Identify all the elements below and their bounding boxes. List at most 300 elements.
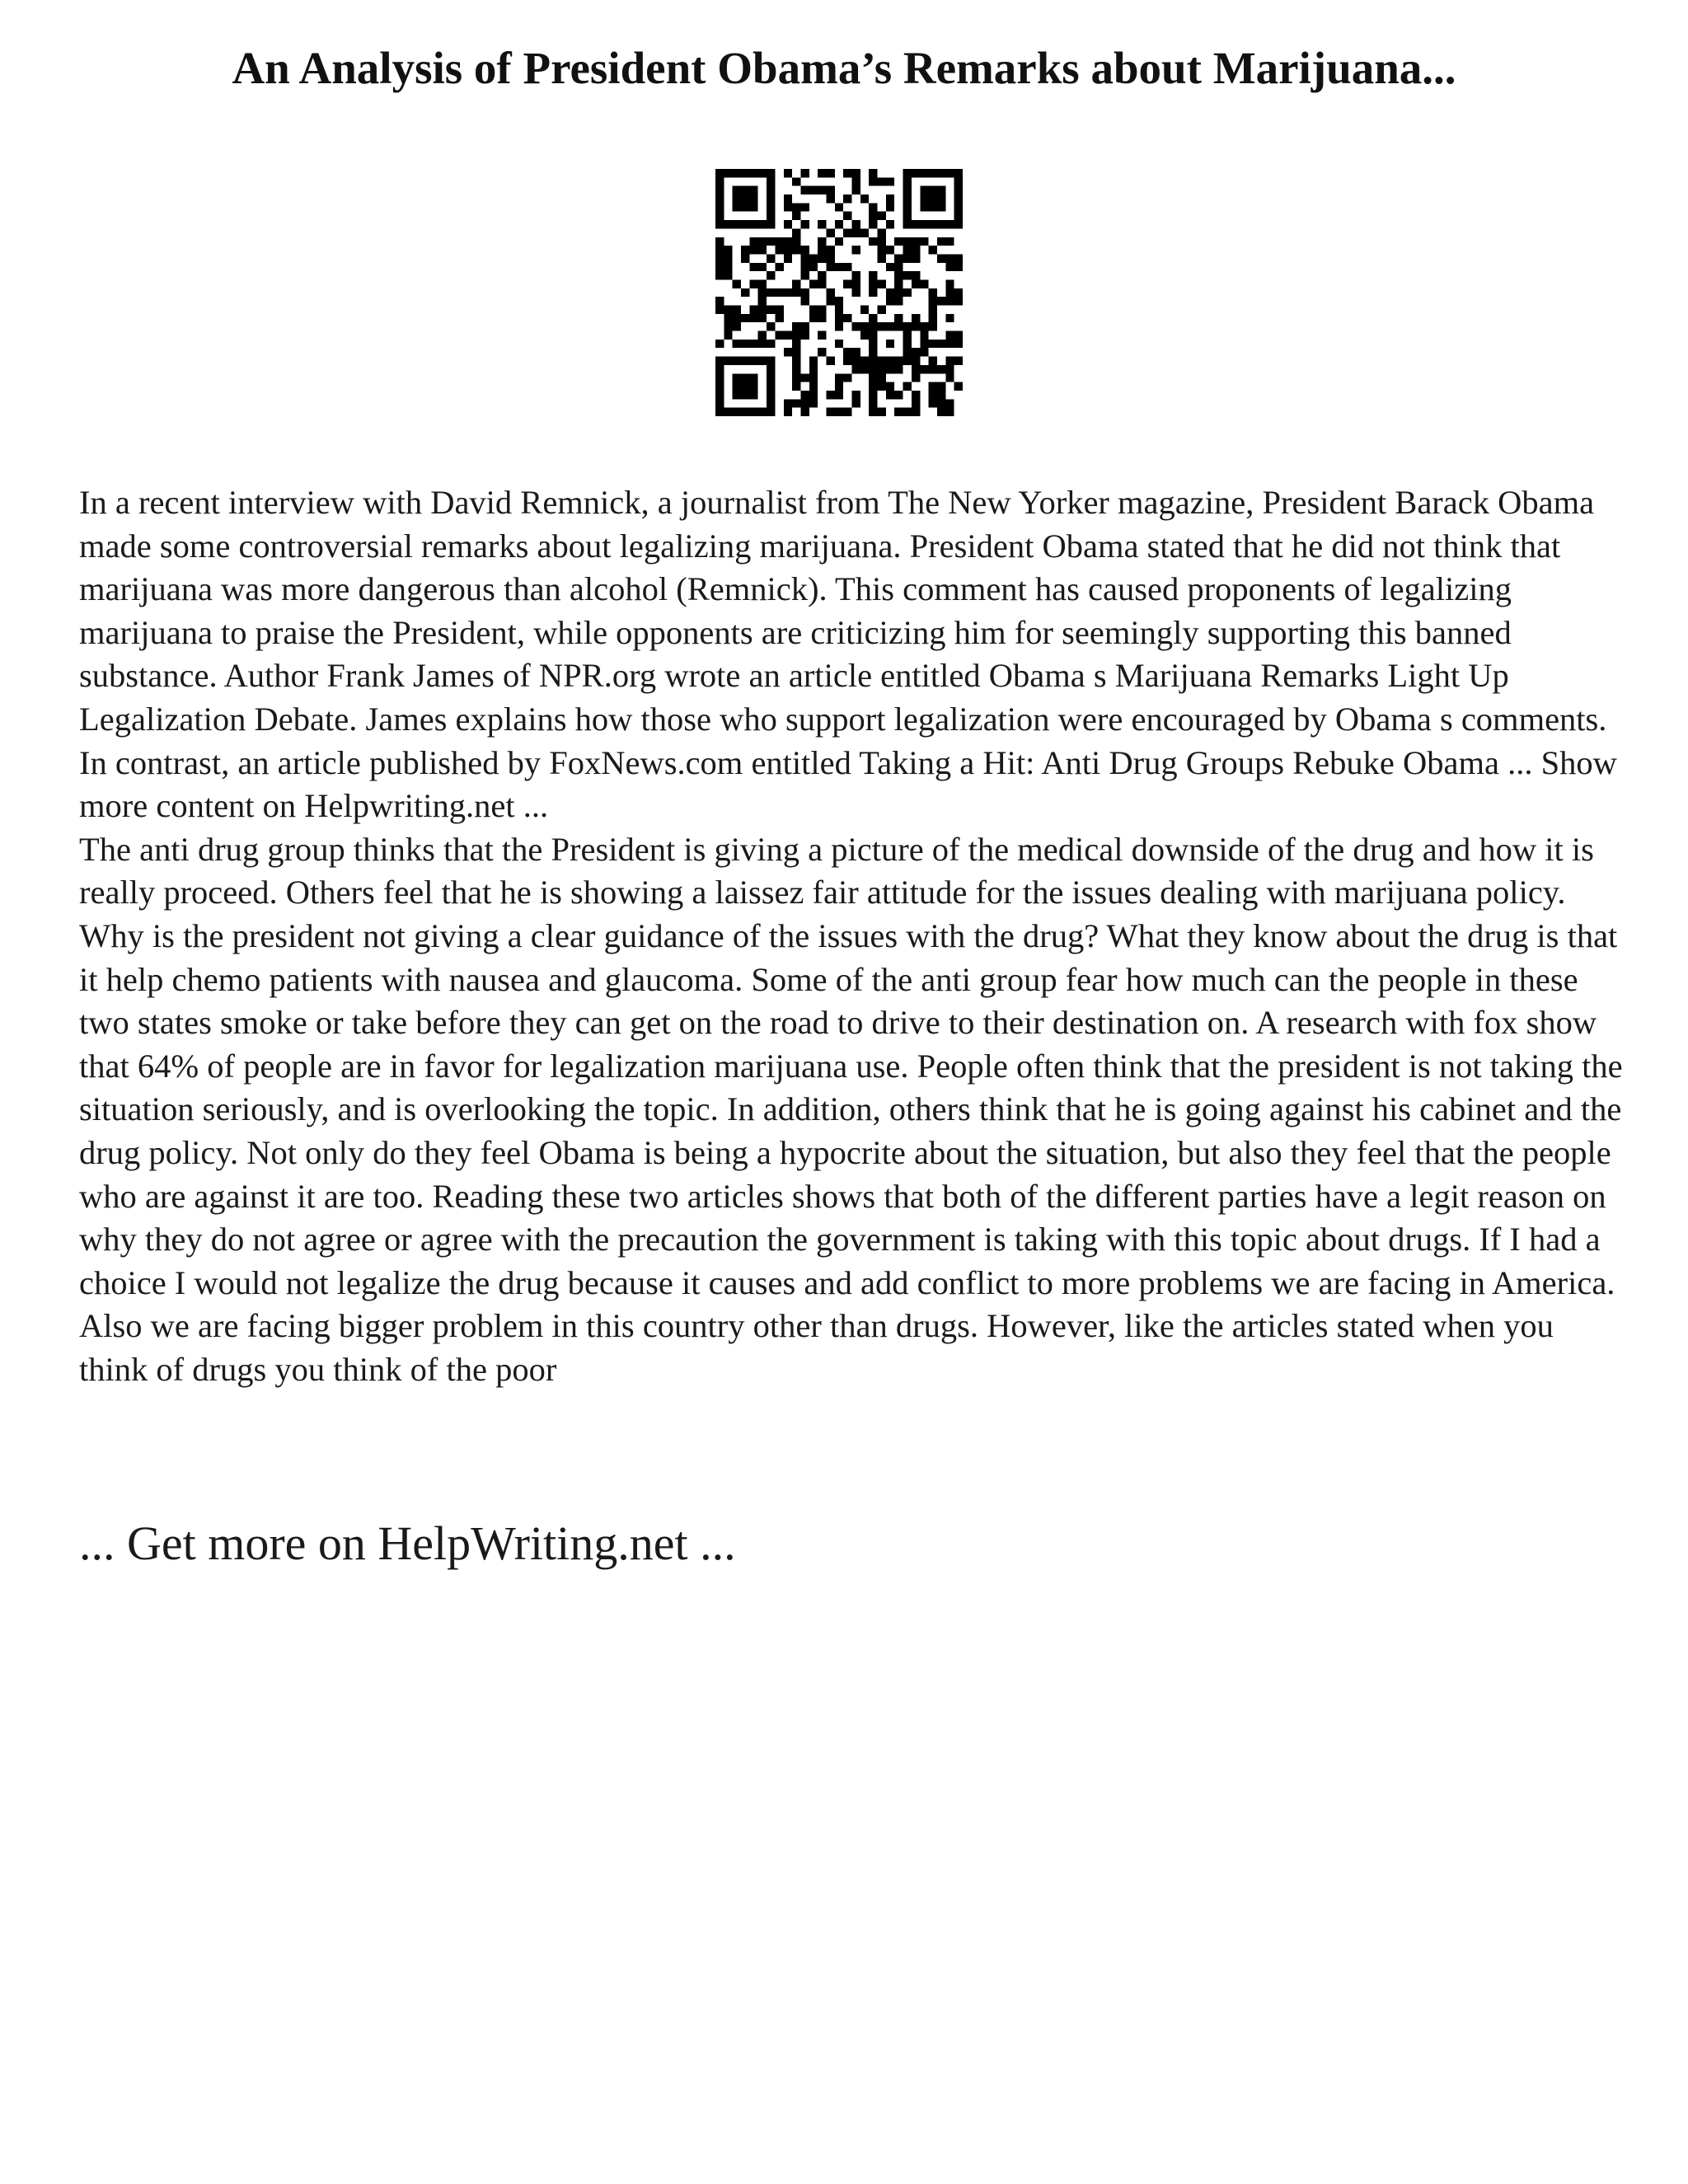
- qr-module: [715, 186, 724, 194]
- qr-module: [724, 331, 732, 340]
- qr-module: [792, 279, 800, 288]
- qr-code-icon[interactable]: [715, 169, 963, 416]
- qr-module: [733, 306, 741, 314]
- qr-module: [954, 263, 963, 271]
- qr-module: [894, 254, 903, 262]
- qr-module: [758, 297, 767, 305]
- qr-module: [929, 382, 937, 391]
- qr-module: [843, 194, 851, 203]
- qr-module: [733, 408, 741, 416]
- qr-module: [869, 373, 877, 382]
- qr-module: [749, 382, 757, 391]
- qr-module: [784, 408, 792, 416]
- qr-module: [835, 237, 843, 246]
- qr-module: [715, 194, 724, 203]
- qr-module: [878, 246, 886, 254]
- qr-module: [920, 186, 928, 194]
- qr-module: [826, 194, 834, 203]
- qr-module: [878, 357, 886, 365]
- qr-module: [784, 246, 792, 254]
- qr-module: [741, 220, 749, 228]
- qr-module: [945, 220, 954, 228]
- qr-module: [826, 357, 834, 365]
- qr-module: [945, 237, 954, 246]
- qr-module: [860, 357, 869, 365]
- qr-module: [869, 169, 877, 177]
- qr-module: [878, 212, 886, 220]
- qr-module: [809, 399, 818, 407]
- qr-module: [767, 194, 775, 203]
- qr-module: [912, 271, 920, 279]
- qr-module: [894, 357, 903, 365]
- qr-module: [886, 340, 894, 348]
- qr-module: [945, 399, 954, 407]
- qr-module: [878, 373, 886, 382]
- qr-module: [749, 263, 757, 271]
- qr-module: [886, 246, 894, 254]
- qr-module: [920, 279, 928, 288]
- qr-module: [852, 177, 860, 185]
- qr-module: [792, 212, 800, 220]
- qr-module: [809, 373, 818, 382]
- qr-module: [809, 314, 818, 322]
- qr-module: [800, 399, 809, 407]
- qr-module: [767, 322, 775, 330]
- qr-module: [741, 203, 749, 211]
- qr-module: [920, 194, 928, 203]
- qr-module: [826, 263, 834, 271]
- qr-module: [954, 382, 963, 391]
- qr-module: [749, 373, 757, 382]
- article-body: [79, 481, 1629, 1391]
- qr-module: [818, 331, 826, 340]
- qr-module: [775, 237, 783, 246]
- qr-module: [715, 237, 724, 246]
- qr-module: [929, 365, 937, 373]
- qr-module: [800, 391, 809, 399]
- qr-module: [835, 373, 843, 382]
- qr-module: [733, 322, 741, 330]
- qr-module: [860, 322, 869, 330]
- qr-module: [800, 203, 809, 211]
- qr-module: [724, 246, 732, 254]
- qr-module: [800, 322, 809, 330]
- qr-module: [775, 331, 783, 340]
- qr-module: [912, 254, 920, 262]
- qr-module: [843, 348, 851, 356]
- qr-module: [715, 254, 724, 262]
- qr-module: [929, 391, 937, 399]
- qr-module: [784, 194, 792, 203]
- qr-module: [809, 365, 818, 373]
- qr-module: [724, 263, 732, 271]
- qr-module: [929, 246, 937, 254]
- qr-module: [758, 246, 767, 254]
- qr-module: [758, 169, 767, 177]
- qr-module: [912, 365, 920, 373]
- qr-module: [912, 279, 920, 288]
- qr-module: [937, 340, 945, 348]
- qr-module: [775, 288, 783, 297]
- qr-module: [792, 177, 800, 185]
- qr-module: [767, 186, 775, 194]
- qr-module: [945, 365, 954, 373]
- qr-module: [809, 254, 818, 262]
- qr-module: [724, 220, 732, 228]
- qr-module: [894, 391, 903, 399]
- qr-module: [767, 340, 775, 348]
- qr-module: [715, 263, 724, 271]
- qr-module: [869, 203, 877, 211]
- qr-module: [912, 408, 920, 416]
- qr-module: [843, 373, 851, 382]
- qr-module: [758, 279, 767, 288]
- qr-module: [886, 391, 894, 399]
- qr-module: [767, 365, 775, 373]
- qr-module: [843, 263, 851, 271]
- get-more-link[interactable]: ... Get more on HelpWriting.net ...: [79, 1516, 736, 1570]
- qr-module: [767, 288, 775, 297]
- qr-module: [894, 271, 903, 279]
- qr-module: [767, 382, 775, 391]
- qr-module: [954, 340, 963, 348]
- qr-module: [869, 408, 877, 416]
- qr-module: [826, 391, 834, 399]
- qr-module: [835, 220, 843, 228]
- qr-module: [869, 348, 877, 356]
- qr-module: [937, 297, 945, 305]
- qr-module: [800, 331, 809, 340]
- qr-module: [912, 169, 920, 177]
- qr-module: [912, 237, 920, 246]
- qr-module: [954, 212, 963, 220]
- qr-module: [758, 220, 767, 228]
- qr-module: [775, 306, 783, 314]
- qr-module: [937, 194, 945, 203]
- qr-module: [954, 331, 963, 340]
- qr-module: [741, 254, 749, 262]
- qr-module: [835, 306, 843, 314]
- qr-module: [878, 382, 886, 391]
- qr-module: [869, 271, 877, 279]
- qr-module: [937, 203, 945, 211]
- qr-module: [954, 203, 963, 211]
- qr-module: [903, 169, 912, 177]
- qr-module: [733, 357, 741, 365]
- qr-module: [741, 246, 749, 254]
- qr-module: [818, 186, 826, 194]
- qr-module: [920, 237, 928, 246]
- qr-module: [886, 322, 894, 330]
- qr-module: [869, 177, 877, 185]
- qr-module: [715, 246, 724, 254]
- qr-module: [792, 382, 800, 391]
- qr-module: [843, 357, 851, 365]
- qr-module: [767, 212, 775, 220]
- qr-module: [912, 391, 920, 399]
- qr-module: [724, 322, 732, 330]
- qr-module: [894, 288, 903, 297]
- qr-module: [852, 220, 860, 228]
- qr-module: [724, 271, 732, 279]
- qr-module: [843, 279, 851, 288]
- qr-module: [784, 237, 792, 246]
- qr-module: [826, 246, 834, 254]
- qr-module: [784, 399, 792, 407]
- qr-module: [818, 271, 826, 279]
- qr-module: [945, 314, 954, 322]
- qr-module: [767, 254, 775, 262]
- qr-module: [826, 169, 834, 177]
- qr-module: [758, 314, 767, 322]
- qr-module: [809, 263, 818, 271]
- qr-module: [767, 357, 775, 365]
- qr-module: [826, 297, 834, 305]
- qr-module: [920, 169, 928, 177]
- qr-module: [860, 194, 869, 203]
- qr-module: [724, 169, 732, 177]
- qr-module: [749, 203, 757, 211]
- qr-module: [835, 297, 843, 305]
- qr-module: [903, 254, 912, 262]
- qr-module: [741, 194, 749, 203]
- qr-module: [878, 279, 886, 288]
- qr-module: [818, 306, 826, 314]
- qr-module: [826, 288, 834, 297]
- paragraph-2: The anti drug group thinks that the President is giving a picture of the medical downside of the drug and how it is really proceed. Others feel that he is showing a laissez fair attitude for the issues dealing with marijuana policy. Why is the president not giving a clear guidance of the issues with the drug? What they know about the drug is that it help chemo patients with nausea and glaucoma. Some of the anti group fear how much can the people in these two states smoke or take before they can get on the road to drive to their destination on. A research with fox show that 64% of people are in favor for legalization marijuana use. People often think that the president is not taking the situation seriously, and is overlooking the topic. In addition, others think that he is going against his cabinet and the drug policy. Not only do they feel Obama is being a hypocrite about the situation, but also they feel that the people who are against it are too. Reading these two articles shows that both of the different parties have a legit reason on why they do not agree or agree with the precaution the government is taking with this topic about drugs. If I had a choice I would not legalize the drug because it causes and add conflict to more problems we are facing in America. Also we are facing bigger problem in this country other than drugs. However, like the articles stated when you think of drugs you think of the poor: [79, 830, 1623, 1388]
- qr-module: [869, 322, 877, 330]
- qr-module: [792, 331, 800, 340]
- qr-module: [869, 399, 877, 407]
- qr-module: [749, 391, 757, 399]
- qr-module: [749, 408, 757, 416]
- qr-module: [835, 314, 843, 322]
- qr-module: [903, 322, 912, 330]
- qr-module: [886, 357, 894, 365]
- qr-module: [843, 314, 851, 322]
- qr-module: [818, 169, 826, 177]
- qr-module: [818, 254, 826, 262]
- qr-module: [767, 373, 775, 382]
- qr-module: [792, 203, 800, 211]
- qr-module: [929, 340, 937, 348]
- qr-module: [937, 237, 945, 246]
- qr-module: [715, 373, 724, 382]
- qr-module: [715, 340, 724, 348]
- qr-module: [945, 331, 954, 340]
- qr-module: [920, 340, 928, 348]
- qr-module: [912, 348, 920, 356]
- qr-module: [869, 382, 877, 391]
- qr-module: [920, 203, 928, 211]
- qr-module: [741, 186, 749, 194]
- qr-module: [894, 263, 903, 271]
- qr-module: [715, 220, 724, 228]
- qr-module: [843, 169, 851, 177]
- qr-module: [903, 408, 912, 416]
- qr-module: [860, 331, 869, 340]
- qr-module: [733, 220, 741, 228]
- qr-module: [784, 254, 792, 262]
- qr-module: [929, 220, 937, 228]
- qr-module: [784, 203, 792, 211]
- qr-module: [903, 212, 912, 220]
- qr-module: [878, 228, 886, 237]
- qr-module: [835, 408, 843, 416]
- qr-module: [852, 391, 860, 399]
- qr-module: [886, 263, 894, 271]
- qr-module: [929, 306, 937, 314]
- qr-module: [800, 220, 809, 228]
- qr-module: [920, 331, 928, 340]
- qr-module: [894, 365, 903, 373]
- qr-module: [852, 169, 860, 177]
- qr-module: [826, 228, 834, 237]
- qr-module: [954, 254, 963, 262]
- qr-module: [733, 279, 741, 288]
- qr-module: [937, 391, 945, 399]
- qr-module: [741, 391, 749, 399]
- qr-module: [954, 186, 963, 194]
- qr-module: [878, 408, 886, 416]
- qr-module: [903, 348, 912, 356]
- qr-module: [852, 348, 860, 356]
- qr-module: [792, 373, 800, 382]
- qr-module: [758, 288, 767, 297]
- qr-module: [767, 220, 775, 228]
- qr-module: [800, 297, 809, 305]
- qr-module: [945, 254, 954, 262]
- qr-module: [775, 263, 783, 271]
- qr-module: [767, 203, 775, 211]
- qr-module: [733, 382, 741, 391]
- qr-module: [869, 331, 877, 340]
- qr-module: [937, 382, 945, 391]
- qr-module: [954, 297, 963, 305]
- qr-module: [929, 297, 937, 305]
- qr-module: [852, 365, 860, 373]
- qr-module: [843, 408, 851, 416]
- qr-module: [869, 357, 877, 365]
- qr-module: [749, 237, 757, 246]
- qr-module: [818, 246, 826, 254]
- qr-module: [715, 169, 724, 177]
- qr-module: [886, 297, 894, 305]
- qr-module: [852, 186, 860, 194]
- qr-module: [809, 391, 818, 399]
- qr-module: [912, 399, 920, 407]
- qr-module: [758, 263, 767, 271]
- qr-module: [937, 169, 945, 177]
- qr-module: [758, 357, 767, 365]
- qr-module: [903, 382, 912, 391]
- qr-module: [741, 314, 749, 322]
- qr-module: [792, 322, 800, 330]
- qr-module: [749, 357, 757, 365]
- qr-module: [912, 314, 920, 322]
- qr-module: [937, 186, 945, 194]
- qr-module: [912, 220, 920, 228]
- qr-module: [894, 408, 903, 416]
- qr-module: [818, 237, 826, 246]
- qr-module: [852, 246, 860, 254]
- qr-module: [886, 220, 894, 228]
- qr-module: [749, 194, 757, 203]
- qr-module: [894, 279, 903, 288]
- qr-module: [920, 322, 928, 330]
- qr-module: [715, 212, 724, 220]
- qr-module: [724, 357, 732, 365]
- qr-module: [860, 228, 869, 237]
- paragraph-1: In a recent interview with David Remnick, a journalist from The New Yorker magazine, President Barack Obama made some controversial remarks about legalizing marijuana. President Obama stated that he did not think that marijuana was more dangerous than alcohol (Remnick). This comment has caused proponents of legalizing marijuana to praise the President, while opponents are criticizing him for seemingly supporting this banned substance. Author Frank James of NPR.org wrote an article entitled Obama s Marijuana Remarks Light Up Legalization Debate. James explains how those who support legalization were encouraged by Obama s comments. In contrast, an article published by FoxNews.com entitled Taking a Hit: Anti Drug Groups Rebuke Obama ... Show more content on Helpwriting.net ...: [79, 484, 1617, 825]
- qr-module: [767, 271, 775, 279]
- qr-module: [937, 254, 945, 262]
- qr-module: [826, 254, 834, 262]
- qr-module: [903, 237, 912, 246]
- qr-module: [912, 373, 920, 382]
- qr-module: [741, 382, 749, 391]
- qr-module: [767, 177, 775, 185]
- qr-module: [878, 322, 886, 330]
- qr-module: [818, 348, 826, 356]
- qr-module: [886, 203, 894, 211]
- qr-module: [749, 169, 757, 177]
- qr-module: [860, 365, 869, 373]
- qr-module: [886, 365, 894, 373]
- qr-module: [903, 220, 912, 228]
- qr-module: [835, 203, 843, 211]
- qr-module: [809, 306, 818, 314]
- qr-module: [767, 306, 775, 314]
- qr-module: [758, 408, 767, 416]
- qr-module: [741, 357, 749, 365]
- qr-module: [912, 357, 920, 365]
- qr-module: [800, 408, 809, 416]
- qr-module: [945, 357, 954, 365]
- qr-module: [826, 186, 834, 194]
- qr-module: [758, 340, 767, 348]
- qr-module: [767, 399, 775, 407]
- qr-module: [929, 194, 937, 203]
- qr-module: [860, 306, 869, 314]
- qr-module: [954, 169, 963, 177]
- qr-module: [792, 288, 800, 297]
- qr-module: [818, 220, 826, 228]
- qr-module: [903, 203, 912, 211]
- qr-module: [929, 203, 937, 211]
- qr-module: [741, 408, 749, 416]
- qr-module: [903, 357, 912, 365]
- qr-module: [767, 237, 775, 246]
- qr-module: [869, 340, 877, 348]
- qr-module: [886, 382, 894, 391]
- qr-module: [945, 373, 954, 382]
- qr-module: [835, 322, 843, 330]
- qr-module: [945, 340, 954, 348]
- qr-module: [715, 306, 724, 314]
- qr-module: [835, 391, 843, 399]
- qr-module: [775, 314, 783, 322]
- qr-module: [869, 220, 877, 228]
- qr-module: [869, 314, 877, 322]
- qr-module: [894, 322, 903, 330]
- qr-module: [792, 399, 800, 407]
- qr-module: [937, 408, 945, 416]
- qr-module: [715, 391, 724, 399]
- qr-module: [733, 203, 741, 211]
- qr-module: [758, 237, 767, 246]
- qr-module: [784, 331, 792, 340]
